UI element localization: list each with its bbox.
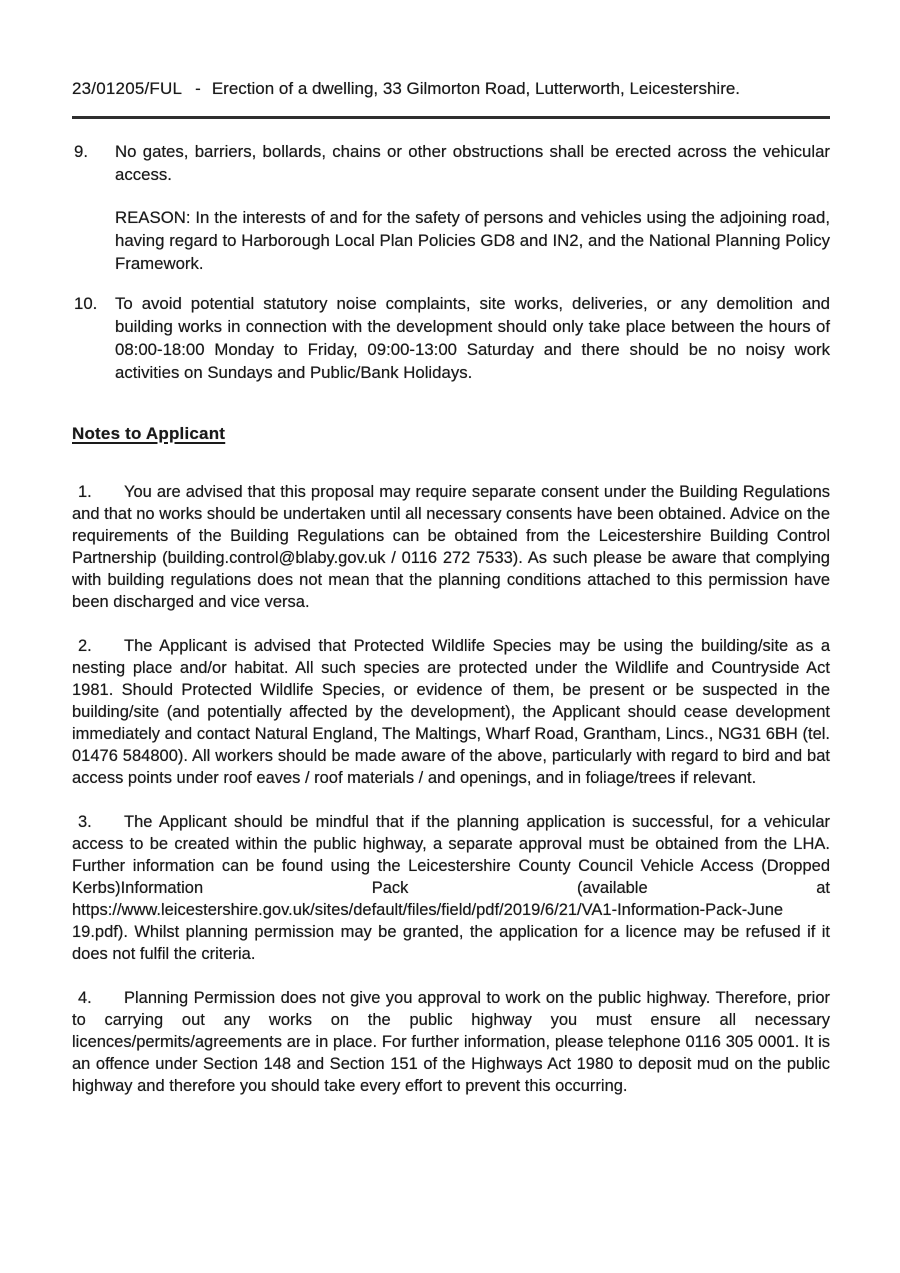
application-description: Erection of a dwelling, 33 Gilmorton Road, Lutterworth, Leicestershire. xyxy=(211,79,741,98)
header-divider xyxy=(72,116,830,119)
note-number: 1. xyxy=(78,483,92,501)
condition-text: To avoid potential statutory noise complaints, site works, deliveries, or any demolition and building works in connection with the development should only take place between the hours of 08:00-18:00 Monday to Friday, 09:00-13:00 Saturday and there should be no noisy work activities on Sundays and Public/Bank Holidays. xyxy=(115,294,830,382)
condition-item-9 xyxy=(72,140,830,186)
header-separator: - xyxy=(195,79,201,98)
document-header xyxy=(72,78,830,100)
note-number: 4. xyxy=(78,989,92,1007)
notes-to-applicant-heading: Notes to Applicant xyxy=(72,424,226,443)
note-text: The Applicant should be mindful that if the planning application is successful, for a vehicular access to be created within the public highway, a separate approval must be obtained from the LHA. Further information can be found using the Leicestershire County Council Vehicle Access (Dropped Kerbs)Information Pack (available at https://www.leicestershire.gov.uk/sites/default/files/field/pdf/2019/6/21/VA1-Information-Pack-June 19.pdf). Whilst planning permission may be granted, the application for a licence may be refused if it does not fulfil the criteria. xyxy=(72,813,830,963)
condition-reason: REASON: In the interests of and for the safety of persons and vehicles using the adjoining road, having regard to Harborough Local Plan Policies GD8 and IN2, and the National Planning Policy Framework. xyxy=(115,208,830,273)
note-number: 2. xyxy=(78,637,92,655)
condition-number: 10. xyxy=(74,294,98,313)
note-number: 3. xyxy=(78,813,92,831)
note-text: The Applicant is advised that Protected Wildlife Species may be using the building/site as a nesting place and/or habitat. All such species are protected under the Wildlife and Countryside Act 1981. Should Protected Wildlife Species, or evidence of them, be present or be suspected in the building/site (and potentially affected by the development), the Applicant should cease development immediately and contact Natural England, The Maltings, Wharf Road, Grantham, Lincs., NG31 6BH (tel. 01476 584800). All workers should be made aware of the above, particularly with regard to bird and bat access points under roof eaves / roof materials / and openings, and in foliage/trees if relevant. xyxy=(72,637,830,787)
note-item-3 xyxy=(72,811,830,965)
note-item-1 xyxy=(72,481,830,613)
note-text: Planning Permission does not give you approval to work on the public highway. Therefore, prior to carrying out any works on the public highway you must ensure all necessary licences/permits/agreements are in place. For further information, please telephone 0116 305 0001. It is an offence under Section 148 and Section 151 of the Highways Act 1980 to deposit mud on the public highway and therefore you should take every effort to prevent this occurring. xyxy=(72,989,830,1095)
note-text: You are advised that this proposal may require separate consent under the Building Regulations and that no works should be undertaken until all necessary consents have been obtained. Advice on the requirements of the Building Regulations can be obtained from the Leicestershire Building Control Partnership (building.control@blaby.gov.uk / 0116 272 7533). As such please be aware that complying with building regulations does not mean that the planning conditions attached to this permission have been discharged and vice versa. xyxy=(72,483,830,611)
condition-text: No gates, barriers, bollards, chains or other obstructions shall be erected across the vehicular access. xyxy=(115,142,830,184)
condition-item-10 xyxy=(72,292,830,384)
note-item-2 xyxy=(72,635,830,789)
application-reference: 23/01205/FUL xyxy=(72,79,183,98)
note-item-4 xyxy=(72,987,830,1097)
condition-number: 9. xyxy=(74,142,88,161)
